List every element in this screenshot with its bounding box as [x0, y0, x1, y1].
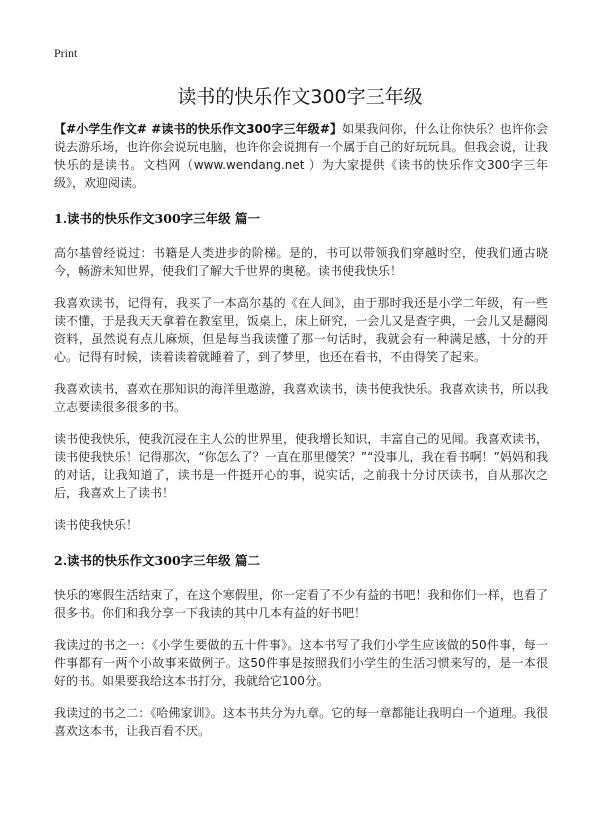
section-heading: 2.读书的快乐作文300字三年级 篇二: [54, 553, 260, 568]
intro-paragraph: [54, 120, 548, 192]
paragraph: 我喜欢读书，记得有，我买了一本高尔基的《在人间》，由于那时我还是小学二年级，有一些读不懂，于是我天天拿着在教室里，饭桌上，床上研究，一会儿又是查字典，一会儿又是翻阅资料，虽然说有点儿麻烦，但是每当我读懂了那一句话时，我就会有一种满足感，十分的开心。记得有时候，读着读着就睡着了，到了梦里，也还在看书，不由得笑了起来。: [54, 296, 548, 364]
paragraph: 快乐的寒假生活结束了，在这个寒假里，你一定看了不少有益的书吧！我和你们一样，也看了很多书。你们和我分享一下我读的其中几本有益的好书吧！: [54, 588, 548, 620]
paragraph: 我读过的书之一：《小学生要做的五十件事》。这本书写了我们小学生应该做的50件事，每一件事都有一两个小故事来做例子。这50件事是按照我们小学生的生活习惯来写的，是一本很好的书。如果要我给这本书打分，我就给它100分。: [54, 638, 548, 688]
intro-tag: 【#小学生作文# #读书的快乐作文300字三年级#】: [54, 122, 343, 136]
paragraph: 高尔基曾经说过：书籍是人类进步的阶梯。是的，书可以带领我们穿越时空，使我们通古晓今，畅游未知世界，使我们了解大千世界的奥秘。读书使我快乐！: [54, 246, 548, 278]
paragraph: 读书使我快乐！: [54, 518, 139, 532]
paragraph: 读书使我快乐，使我沉浸在主人公的世界里，使我增长知识，丰富自己的见闻。我喜欢读书，读书使我快乐！记得那次，“你怎么了？一直在那里傻笑？”“没事儿，我在看书啊！”妈妈和我的对话，让我知道了，读书是一件挺开心的事，说实话，之前我十分讨厌读书，自从那次之后，我喜欢上了读书！: [54, 432, 548, 500]
intro-text: 如果我问你，什么让你快乐？也许你会说去游乐场，也许你会说玩电脑，也许你会说拥有一个属于自己的好玩玩具。但我会说，让我快乐的是读书。文档网（www.wendang.net ）为大家提供《读书的快乐作文300字三年级》，欢迎阅读。: [54, 122, 548, 190]
section-heading: 1.读书的快乐作文300字三年级 篇一: [54, 211, 260, 226]
paragraph: 我读过的书之二：《哈佛家训》。这本书共分为九章。它的每一章都能让我明白一个道理。我很喜欢这本书，让我百看不厌。: [54, 706, 548, 738]
article-body: [54, 120, 548, 754]
page-title: 读书的快乐作文300字三年级: [177, 86, 423, 108]
paragraph: 我喜欢读书，喜欢在那知识的海洋里遨游，我喜欢读书，读书使我快乐。我喜欢读书，所以我立志要读很多很多的书。: [54, 382, 548, 414]
print-label: Print: [54, 46, 78, 60]
